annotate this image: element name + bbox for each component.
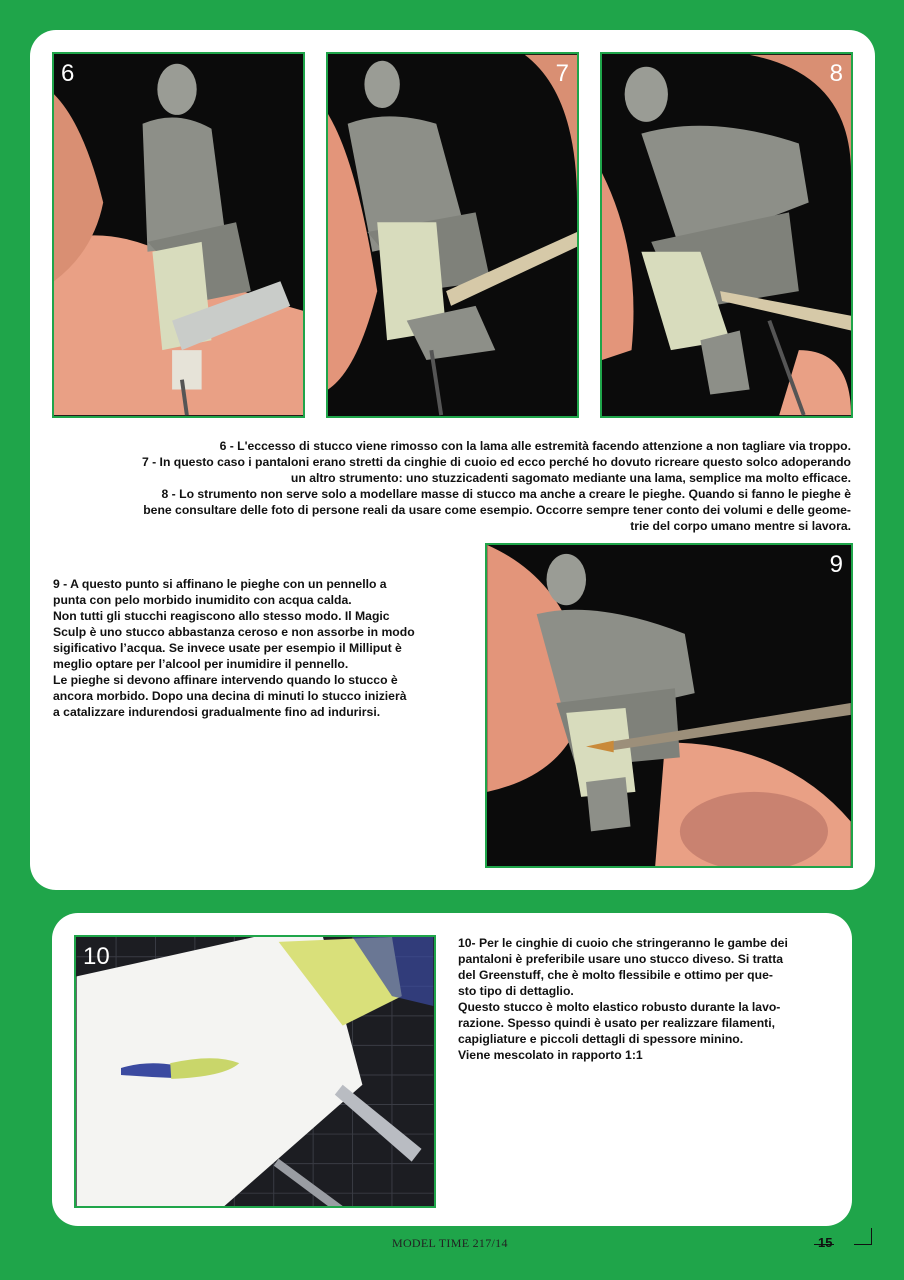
caption-6: 6 - L'eccesso di stucco viene rimosso con la lama alle estremità facendo attenzione a non tagliare via troppo. [219, 439, 851, 453]
photo-step-9 [485, 543, 853, 868]
photo-step-8 [600, 52, 853, 418]
caption-9-line: ancora morbido. Dopo una decina di minuti lo stucco inizierà [53, 689, 407, 703]
magazine-footer-title: MODEL TIME 217/14 [392, 1236, 508, 1250]
caption-9-line: Non tutti gli stucchi reagiscono allo stesso modo. Il Magic [53, 609, 390, 623]
photo-number: 9 [829, 551, 843, 578]
photo-10-illustration [76, 937, 434, 1206]
photo-step-10 [74, 935, 436, 1208]
caption-steps-6-8 [40, 438, 851, 534]
caption-10-line: capigliature e piccoli dettagli di spessore minino. [458, 1032, 744, 1046]
caption-9-line: sigificativo l’acqua. Se invece usate per esempio il Milliput è [53, 641, 402, 655]
page-number-corner-vertical [871, 1228, 872, 1245]
caption-9-line: punta con pelo morbido inumidito con acqua calda. [53, 593, 352, 607]
photo-8-illustration [602, 54, 851, 416]
photo-step-6 [52, 52, 305, 418]
caption-8-line-2: bene consultare delle foto di persone reali da usare come esempio. Occorre sempre tener conto dei volumi e delle geome- [143, 503, 851, 517]
caption-10-line: pantaloni è preferibile usare uno stucco diveso. Si tratta [458, 952, 784, 966]
caption-8-line-3: trie del corpo umano mentre si lavora. [630, 519, 851, 533]
caption-9-line: a catalizzare indurendosi gradualmente fino ad indurirsi. [53, 705, 381, 719]
photo-number: 10 [83, 943, 110, 970]
caption-9-line: Sculp è uno stucco abbastanza ceroso e non assorbe in modo [53, 625, 415, 639]
caption-10-line: razione. Spesso quindi è usato per realizzare filamenti, [458, 1016, 775, 1030]
photo-number: 6 [61, 60, 75, 87]
caption-9-line: 9 - A questo punto si affinano le pieghe con un pennello a [53, 577, 387, 591]
photo-7-illustration [328, 54, 577, 416]
caption-7-line-2: un altro strumento: uno stuzzicadenti sagomato mediante una lama, semplice ma molto efficace. [290, 471, 851, 485]
caption-9-line: Le pieghe si devono affinare intervendo quando lo stucco è [53, 673, 398, 687]
caption-10-line: del Greenstuff, che è molto flessibile e ottimo per que- [458, 968, 773, 982]
caption-10-line: Questo stucco è molto elastico robusto durante la lavo- [458, 1000, 781, 1014]
photo-step-7 [326, 52, 579, 418]
photo-6-illustration [54, 54, 303, 416]
page-number: 15 [818, 1235, 833, 1250]
caption-8-line-1: 8 - Lo strumento non serve solo a modellare masse di stucco ma anche a creare le pieghe. Quando si fanno le pieghe è [161, 487, 851, 501]
caption-7-line-1: 7 - In questo caso i pantaloni erano stretti da cinghie di cuoio ed ecco perché ho dovuto ricreare questo solco adoperando [141, 455, 851, 469]
photo-number: 8 [829, 60, 843, 87]
caption-10-line: sto tipo di dettaglio. [458, 984, 574, 998]
caption-9-line: meglio optare per l’alcool per inumidire il pennello. [53, 657, 349, 671]
photo-number: 7 [555, 60, 569, 87]
caption-step-10 [458, 935, 838, 1063]
caption-10-line: 10- Per le cinghie di cuoio che stringeranno le gambe dei [458, 936, 788, 950]
caption-10-line: Viene mescolato in rapporto 1:1 [458, 1048, 643, 1062]
photo-9-illustration [487, 545, 851, 866]
page-number-corner-horizontal [854, 1244, 872, 1245]
caption-step-9 [53, 576, 473, 720]
